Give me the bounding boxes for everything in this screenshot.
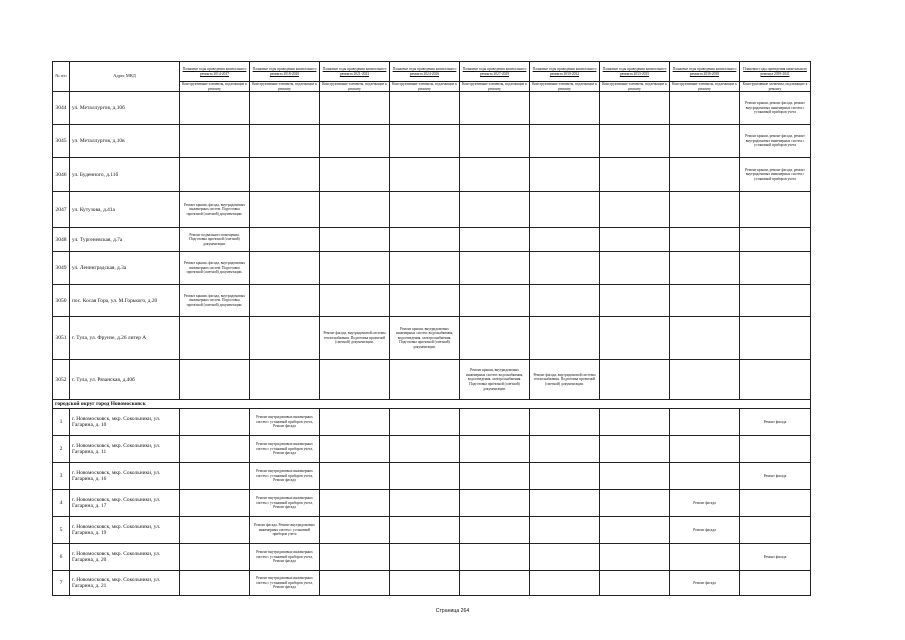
repair-works-cell: [670, 192, 740, 228]
repair-works-cell: [250, 360, 320, 400]
col-header-number: № п/п: [53, 62, 70, 92]
repair-works-cell: [390, 228, 460, 252]
repair-works-cell: [320, 517, 390, 544]
repair-works-cell: [600, 285, 670, 317]
repair-works-cell: [320, 228, 390, 252]
subheader-elements: Конструктивные элементы, подлежащие к ремонту: [600, 82, 670, 92]
repair-works-cell: [180, 360, 250, 400]
row-address: ул. Металлургов, д.10в: [70, 125, 180, 158]
period-label: Плановые годы проведения капитального ремонта 2018-2020: [252, 66, 317, 76]
repair-works-cell: [460, 544, 530, 571]
page-number: Страница 264: [435, 608, 470, 614]
period-label: Плановые годы проведения капитального ремонта 2036-2038: [672, 66, 737, 76]
row-number: 3: [53, 463, 70, 490]
repair-works-cell: [740, 360, 811, 400]
repair-works-cell: [530, 125, 600, 158]
row-number: 6: [53, 544, 70, 571]
row-address: ул. Кутузова, д.41а: [70, 192, 180, 228]
repair-works-cell: Ремонт крыши, ремонт фасада, ремонт внутридомовых инженерных систем с установкой приборов учета: [740, 125, 811, 158]
row-address: ул. Ленинградская, д.3а: [70, 252, 180, 285]
repair-works-cell: [600, 360, 670, 400]
repair-works-cell: [460, 317, 530, 360]
repair-works-cell: [320, 571, 390, 596]
repair-works-cell: [390, 571, 460, 596]
repair-works-cell: [670, 317, 740, 360]
row-address: ул. Тургеневская, д.7а: [70, 228, 180, 252]
repair-works-cell: Ремонт фасада: [670, 571, 740, 596]
repair-works-cell: [250, 228, 320, 252]
repair-works-cell: [460, 490, 530, 517]
repair-works-cell: [460, 285, 530, 317]
repair-works-cell: [250, 252, 320, 285]
repair-works-cell: Ремонт фасада: [670, 517, 740, 544]
row-address: пос. Косая Гора, ул. М.Горького, д.20: [70, 285, 180, 317]
repair-works-cell: [530, 517, 600, 544]
repair-works-cell: [740, 228, 811, 252]
col-header-address: Адрес МКД: [70, 62, 180, 92]
repair-works-cell: [740, 192, 811, 228]
repair-works-cell: [320, 544, 390, 571]
row-number: 3049: [53, 252, 70, 285]
repair-works-cell: Ремонт крыши, внутридомовых инженерных систем: водоснабжения, водоотведения, электроснабжения. Подготовка проектной (сметной) документации.: [390, 317, 460, 360]
subheader-elements: Конструктивные элементы, подлежащие к ремонту: [180, 82, 250, 92]
row-number: 3046: [53, 158, 70, 192]
row-address: г. Новомосковск, мкр. Сокольники, ул. Гагарина, д. 17: [70, 490, 180, 517]
repair-works-cell: [530, 463, 600, 490]
repair-works-cell: [740, 285, 811, 317]
table-row: [53, 490, 811, 517]
repair-works-cell: [600, 158, 670, 192]
repair-works-cell: [530, 317, 600, 360]
period-label: Плановые годы проведения капитального ремонта 2030-2032: [532, 66, 597, 76]
subheader-elements: Конструктивные элементы, подлежащие к ремонту: [250, 82, 320, 92]
repair-works-cell: [670, 463, 740, 490]
subheader-elements: Конструктивные элементы, подлежащие к ремонту: [670, 82, 740, 92]
repair-works-cell: [320, 285, 390, 317]
repair-works-cell: [390, 490, 460, 517]
repair-works-cell: [670, 544, 740, 571]
col-header-period: [320, 62, 390, 82]
repair-works-cell: Ремонт крыши, фасада, внутридомовых инженерных систем. Подготовка проектной (сметной) документации.: [180, 192, 250, 228]
subheader-elements: Конструктивные элементы, подлежащие к ремонту: [320, 82, 390, 92]
period-label: Плановые годы проведения капитального ремонта 2027-2029: [462, 66, 527, 76]
col-header-period: [600, 62, 670, 82]
row-address: г. Новомосковск, мкр. Сокольники, ул. Гагарина, д. 10: [70, 409, 180, 436]
table-row: [53, 409, 811, 436]
table-row: [53, 463, 811, 490]
row-number: 3048: [53, 228, 70, 252]
row-address: г. Новомосковск, мкр. Сокольники, ул. Гагарина, д. 11: [70, 436, 180, 463]
repair-works-cell: [530, 285, 600, 317]
repair-works-cell: [600, 490, 670, 517]
repair-works-cell: Ремонт крыши, ремонт фасада, ремонт внутридомовых инженерных систем с установкой приборов учета: [740, 158, 811, 192]
repair-works-cell: [320, 92, 390, 125]
repair-works-cell: [180, 490, 250, 517]
repair-works-cell: Ремонт внутридомовых инженерных систем с установкой приборов учета, Ремонт фасада: [250, 490, 320, 517]
col-header-period: [530, 62, 600, 82]
row-number: 3051: [53, 317, 70, 360]
repair-works-cell: Ремонт внутридомовых инженерных систем с установкой приборов учета, Ремонт фасада: [250, 409, 320, 436]
col-header-period: [250, 62, 320, 82]
repair-works-cell: [180, 571, 250, 596]
repair-works-cell: Ремонт фасада: [740, 544, 811, 571]
repair-works-cell: [250, 92, 320, 125]
section-row: [53, 400, 811, 409]
repair-works-cell: [320, 409, 390, 436]
repair-works-cell: [600, 436, 670, 463]
row-number: 2047: [53, 192, 70, 228]
repair-works-cell: Ремонт крыши, ремонт фасада, ремонт внутридомовых инженерных систем с установкой приборов учета: [740, 92, 811, 125]
repair-works-cell: [460, 192, 530, 228]
repair-works-cell: [670, 285, 740, 317]
repair-works-cell: [390, 544, 460, 571]
repair-works-cell: [670, 228, 740, 252]
table-row: [53, 125, 811, 158]
col-header-period: [740, 62, 811, 82]
repair-works-cell: [390, 158, 460, 192]
repair-works-cell: [460, 158, 530, 192]
section-title: городской округ город Новомосковск: [53, 400, 811, 409]
period-label: Плановые годы проведения капитального ремонта 2033-2035: [602, 66, 667, 76]
repair-works-cell: [460, 228, 530, 252]
row-number: 5: [53, 517, 70, 544]
repair-works-cell: [530, 490, 600, 517]
row-address: ул. Металлургов, д.10б: [70, 92, 180, 125]
repair-works-cell: [460, 125, 530, 158]
table-row: [53, 517, 811, 544]
repair-works-cell: [390, 436, 460, 463]
repair-works-cell: [600, 409, 670, 436]
subheader-elements: Конструктивные элементы, подлежащие к ремонту: [530, 82, 600, 92]
repair-works-cell: [180, 125, 250, 158]
repair-works-cell: [670, 92, 740, 125]
repair-works-cell: Ремонт крыши, внутридомовых инженерных систем: водоснабжения, водоотведения, электроснабжения. Подготовка проектной (сметной) документации.: [460, 360, 530, 400]
repair-works-cell: [600, 252, 670, 285]
row-number: 2: [53, 436, 70, 463]
repair-works-cell: [390, 517, 460, 544]
table-row: [53, 228, 811, 252]
repair-works-cell: [460, 517, 530, 544]
col-header-period: [180, 62, 250, 82]
repair-works-cell: [390, 252, 460, 285]
row-number: 3045: [53, 125, 70, 158]
plan-table-sheet: [52, 61, 810, 596]
repair-works-cell: [740, 571, 811, 596]
repair-works-cell: [460, 571, 530, 596]
repair-works-cell: [600, 571, 670, 596]
repair-works-cell: [740, 490, 811, 517]
repair-works-cell: [320, 252, 390, 285]
repair-works-cell: Ремонт внутридомовых инженерных систем с установкой приборов учета, Ремонт фасада: [250, 436, 320, 463]
repair-works-cell: [460, 409, 530, 436]
row-number: 3050: [53, 285, 70, 317]
repair-works-cell: [670, 125, 740, 158]
repair-works-cell: Ремонт внутридомовых инженерных систем с установкой приборов учета, Ремонт фасада: [250, 571, 320, 596]
repair-works-cell: [390, 360, 460, 400]
repair-works-cell: [670, 252, 740, 285]
repair-works-cell: [530, 252, 600, 285]
repair-works-cell: [180, 92, 250, 125]
repair-works-cell: [600, 517, 670, 544]
repair-works-cell: [320, 360, 390, 400]
repair-works-cell: [600, 463, 670, 490]
repair-works-cell: [600, 125, 670, 158]
repair-works-cell: Ремонт фасада: [740, 409, 811, 436]
repair-works-cell: Ремонт внутридомовых инженерных систем с установкой приборов учета, Ремонт фасада: [250, 544, 320, 571]
repair-works-cell: Ремонт подвального помещения. Подготовка проектной (сметной) документации.: [180, 228, 250, 252]
table-row: [53, 285, 811, 317]
subheader-elements: Конструктивные элементы, подлежащие к ремонту: [740, 82, 811, 92]
table-row: [53, 360, 811, 400]
repair-works-cell: [670, 436, 740, 463]
repair-works-cell: [390, 285, 460, 317]
repair-works-cell: [180, 158, 250, 192]
repair-works-cell: Ремонт крыши, фасада, внутридомовых инженерных систем. Подготовка проектной (сметной) документации.: [180, 285, 250, 317]
table-row: [53, 92, 811, 125]
repair-works-cell: [670, 360, 740, 400]
repair-works-cell: [180, 517, 250, 544]
repair-works-cell: [320, 436, 390, 463]
repair-works-cell: [600, 228, 670, 252]
repair-works-cell: [530, 192, 600, 228]
row-number: 4: [53, 490, 70, 517]
repair-works-cell: [390, 409, 460, 436]
table-row: [53, 252, 811, 285]
repair-works-cell: Ремонт внутридомовых инженерных систем с установкой приборов учета, Ремонт фасада: [250, 463, 320, 490]
repair-works-cell: [250, 317, 320, 360]
repair-works-cell: [320, 125, 390, 158]
repair-works-cell: [530, 92, 600, 125]
repair-works-cell: Ремонт фасада, внутридомовой системы теплоснабжения. Подготовка проектной (сметной) документации.: [320, 317, 390, 360]
repair-works-cell: [250, 158, 320, 192]
repair-works-cell: [530, 544, 600, 571]
subheader-elements: Конструктивные элементы, подлежащие к ремонту: [390, 82, 460, 92]
repair-works-cell: [460, 436, 530, 463]
period-label: Плановые годы проведения капитального ремонта 2024-2026: [392, 66, 457, 76]
repair-works-cell: Ремонт фасада: [670, 490, 740, 517]
repair-works-cell: [390, 125, 460, 158]
repair-works-cell: [530, 228, 600, 252]
repair-works-cell: [530, 436, 600, 463]
repair-works-cell: [250, 192, 320, 228]
row-number: 3044: [53, 92, 70, 125]
repair-works-cell: Ремонт крыши, фасада, внутридомовых инженерных систем. Подготовка проектной (сметной) документации.: [180, 252, 250, 285]
table-row: [53, 436, 811, 463]
repair-works-cell: [180, 436, 250, 463]
repair-works-cell: [600, 317, 670, 360]
repair-works-cell: [180, 317, 250, 360]
repair-works-cell: Ремонт фасада: [740, 463, 811, 490]
repair-works-cell: [740, 252, 811, 285]
row-address: г. Тула, ул. Рязанская, д.40б: [70, 360, 180, 400]
table-body: [53, 92, 811, 596]
row-address: г. Тула, ул. Фрунзе, д.26 литер А: [70, 317, 180, 360]
subheader-elements: Конструктивные элементы, подлежащие к ремонту: [460, 82, 530, 92]
repair-works-cell: [530, 571, 600, 596]
repair-works-cell: Ремонт фасада, внутридомовой системы теплоснабжения. Подготовка проектной (сметной) документации.: [530, 360, 600, 400]
repair-works-cell: [390, 463, 460, 490]
table-row: [53, 158, 811, 192]
col-header-period: [390, 62, 460, 82]
repair-works-cell: [460, 92, 530, 125]
col-header-period: [460, 62, 530, 82]
repair-works-cell: [670, 409, 740, 436]
capital-repair-table: [52, 61, 811, 596]
repair-works-cell: [250, 125, 320, 158]
row-number: 7: [53, 571, 70, 596]
repair-works-cell: [460, 252, 530, 285]
table-row: [53, 317, 811, 360]
repair-works-cell: [530, 158, 600, 192]
table-row: [53, 192, 811, 228]
repair-works-cell: [740, 436, 811, 463]
repair-works-cell: [320, 463, 390, 490]
row-address: г. Новомосковск, мкр. Сокольники, ул. Гагарина, д. 16: [70, 463, 180, 490]
repair-works-cell: [180, 409, 250, 436]
repair-works-cell: [250, 285, 320, 317]
period-label: Плановые годы проведения капитального ремонта 2021-2023: [322, 66, 387, 76]
row-number: 1: [53, 409, 70, 436]
repair-works-cell: [460, 463, 530, 490]
period-label: Плановые годы проведения капитального ремонта 2039-2041: [743, 66, 807, 76]
repair-works-cell: [390, 192, 460, 228]
row-address: г. Новомосковск, мкр. Сокольники, ул. Гагарина, д. 19: [70, 517, 180, 544]
repair-works-cell: [600, 92, 670, 125]
repair-works-cell: [180, 544, 250, 571]
repair-works-cell: [320, 490, 390, 517]
repair-works-cell: [600, 192, 670, 228]
row-address: ул. Буденного, д.11б: [70, 158, 180, 192]
repair-works-cell: [740, 517, 811, 544]
repair-works-cell: [670, 158, 740, 192]
repair-works-cell: Ремонт фасада. Ремонт внутридомовых инженерных систем с установкой приборов учета: [250, 517, 320, 544]
table-row: [53, 571, 811, 596]
repair-works-cell: [320, 192, 390, 228]
col-header-period: [670, 62, 740, 82]
period-label: Плановые годы проведения капитального ремонта 2014-2017: [182, 66, 247, 76]
row-address: г. Новомосковск, мкр. Сокольники, ул. Гагарина, д. 21: [70, 571, 180, 596]
table-row: [53, 544, 811, 571]
repair-works-cell: [390, 92, 460, 125]
repair-works-cell: [740, 317, 811, 360]
row-address: г. Новомосковск, мкр. Сокольники, ул. Гагарина, д. 20: [70, 544, 180, 571]
repair-works-cell: [320, 158, 390, 192]
repair-works-cell: [600, 544, 670, 571]
repair-works-cell: [530, 409, 600, 436]
repair-works-cell: [180, 463, 250, 490]
row-number: 3052: [53, 360, 70, 400]
